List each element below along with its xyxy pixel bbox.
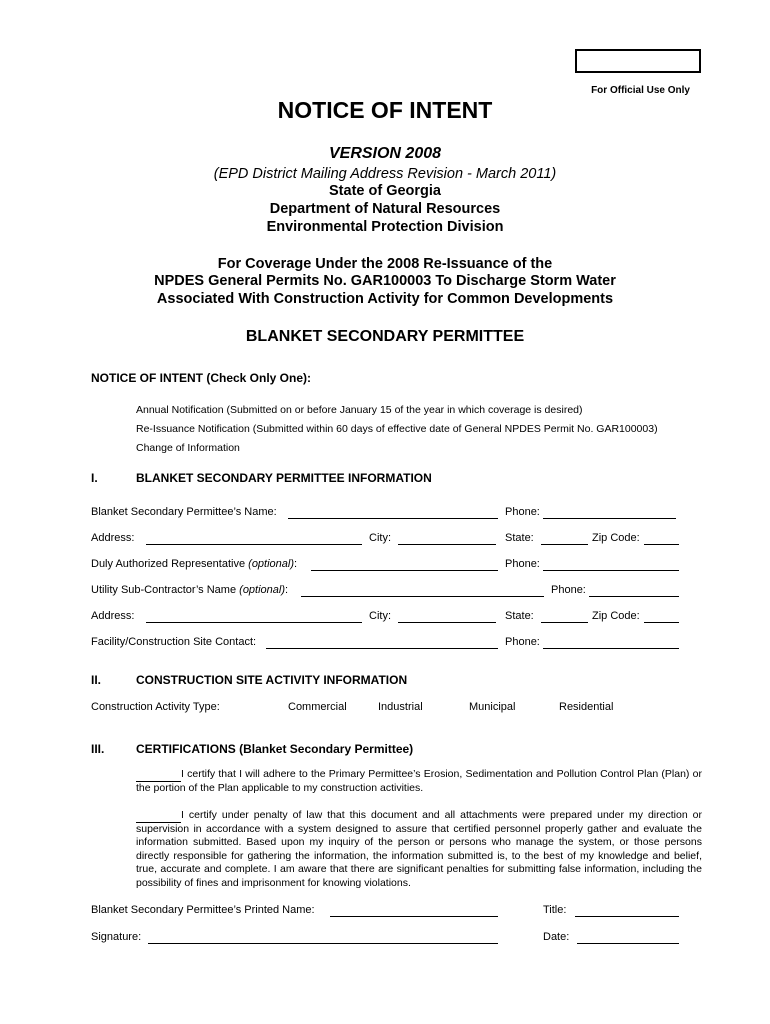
state-label: State: bbox=[505, 532, 534, 544]
signature-field[interactable] bbox=[148, 931, 498, 944]
rep-phone-label: Phone: bbox=[505, 558, 540, 570]
certification-2-initials[interactable] bbox=[136, 811, 181, 823]
phone-label: Phone: bbox=[505, 506, 540, 518]
permittee-name-field[interactable] bbox=[288, 506, 498, 519]
section-2-number: II. bbox=[91, 673, 102, 687]
certification-1: I certify that I will adhere to the Primary Permittee’s Erosion, Sedimentation and Pollution Control Plan (Plan) or the portion of the Plan applicable to my construction activities. bbox=[136, 768, 702, 794]
activity-type-municipal[interactable]: Municipal bbox=[469, 701, 516, 713]
utility-city-label: City: bbox=[369, 610, 391, 622]
activity-type-commercial[interactable]: Commercial bbox=[288, 701, 347, 713]
revision-note: (EPD District Mailing Address Revision - March 2011) bbox=[213, 166, 557, 182]
page-title: NOTICE OF INTENT bbox=[277, 97, 493, 123]
city-label: City: bbox=[369, 532, 391, 544]
date-field[interactable] bbox=[577, 931, 679, 944]
division-name: Environmental Protection Division bbox=[266, 219, 504, 235]
signature-label: Signature: bbox=[91, 931, 142, 943]
coverage-line-1: For Coverage Under the 2008 Re-Issuance of the bbox=[217, 256, 553, 272]
section-2-heading: CONSTRUCTION SITE ACTIVITY INFORMATION bbox=[136, 673, 408, 687]
official-use-box[interactable] bbox=[575, 49, 701, 73]
utility-phone-label: Phone: bbox=[551, 584, 586, 596]
contact-phone-label: Phone: bbox=[505, 636, 540, 648]
activity-type-label: Construction Activity Type: bbox=[91, 701, 220, 713]
zip-label: Zip Code: bbox=[592, 532, 640, 544]
utility-address-label: Address: bbox=[91, 610, 135, 622]
utility-address-field[interactable] bbox=[146, 610, 362, 623]
utility-city-field[interactable] bbox=[398, 610, 496, 623]
utility-name-field[interactable] bbox=[301, 584, 544, 597]
representative-label: Duly Authorized Representative (optional): bbox=[91, 558, 298, 570]
utility-zip-field[interactable] bbox=[644, 610, 679, 623]
noi-option-reissuance[interactable]: Re-Issuance Notification (Submitted within 60 days of effective date of General NPDES Permit No. GAR100003) bbox=[136, 423, 658, 435]
utility-zip-label: Zip Code: bbox=[592, 610, 640, 622]
activity-type-industrial[interactable]: Industrial bbox=[378, 701, 423, 713]
coverage-line-3: Associated With Construction Activity for Common Developments bbox=[156, 291, 614, 307]
version-label: VERSION 2008 bbox=[328, 145, 442, 162]
state-name: State of Georgia bbox=[329, 183, 441, 199]
certification-1-initials[interactable] bbox=[136, 770, 181, 782]
permittee-name-label: Blanket Secondary Permittee’s Name: bbox=[91, 506, 277, 518]
section-3-number: III. bbox=[91, 742, 105, 756]
permittee-phone-field[interactable] bbox=[543, 506, 676, 519]
site-contact-label: Facility/Construction Site Contact: bbox=[91, 636, 257, 648]
utility-label: Utility Sub-Contractor’s Name (optional): bbox=[91, 584, 289, 596]
representative-field[interactable] bbox=[311, 558, 498, 571]
blanket-title: BLANKET SECONDARY PERMITTEE bbox=[245, 328, 525, 345]
zip-field[interactable] bbox=[644, 532, 679, 545]
address-label: Address: bbox=[91, 532, 135, 544]
date-label: Date: bbox=[543, 931, 570, 943]
printed-name-label: Blanket Secondary Permittee’s Printed Name: bbox=[91, 904, 315, 916]
noi-heading: NOTICE OF INTENT (Check Only One): bbox=[91, 371, 312, 385]
utility-state-label: State: bbox=[505, 610, 534, 622]
printed-name-field[interactable] bbox=[330, 904, 498, 917]
noi-option-annual[interactable]: Annual Notification (Submitted on or before January 15 of the year in which coverage is desired) bbox=[136, 404, 583, 416]
department-name: Department of Natural Resources bbox=[269, 201, 501, 217]
title-field[interactable] bbox=[575, 904, 679, 917]
site-contact-field[interactable] bbox=[266, 636, 498, 649]
rep-phone-field[interactable] bbox=[543, 558, 679, 571]
noi-option-change[interactable]: Change of Information bbox=[136, 442, 240, 454]
section-1-number: I. bbox=[91, 471, 98, 485]
certification-2: I certify under penalty of law that this document and all attachments were prepared under my direction or supervision in accordance with a system designed to assure that certified personnel properly gather and evaluate the information submitted. Based upon my inquiry of the person or persons who manage the system, or those persons directly responsible for gathering the information, the information submitted is, to the best of my knowledge and belief, true, accurate and complete. I am aware that there are significant penalties for submitting false information, including the possibility of fines and imprisonment for knowing violations. bbox=[136, 809, 702, 889]
section-3-heading: CERTIFICATIONS (Blanket Secondary Permittee) bbox=[136, 742, 414, 756]
title-label: Title: bbox=[543, 904, 567, 916]
contact-phone-field[interactable] bbox=[543, 636, 679, 649]
city-field[interactable] bbox=[398, 532, 496, 545]
section-1-heading: BLANKET SECONDARY PERMITTEE INFORMATION bbox=[136, 471, 432, 485]
address-field[interactable] bbox=[146, 532, 362, 545]
utility-state-field[interactable] bbox=[541, 610, 588, 623]
activity-type-residential[interactable]: Residential bbox=[559, 701, 614, 713]
official-use-label: For Official Use Only bbox=[591, 85, 690, 96]
utility-phone-field[interactable] bbox=[589, 584, 679, 597]
state-field[interactable] bbox=[541, 532, 588, 545]
coverage-line-2: NPDES General Permits No. GAR100003 To Discharge Storm Water bbox=[154, 273, 616, 289]
